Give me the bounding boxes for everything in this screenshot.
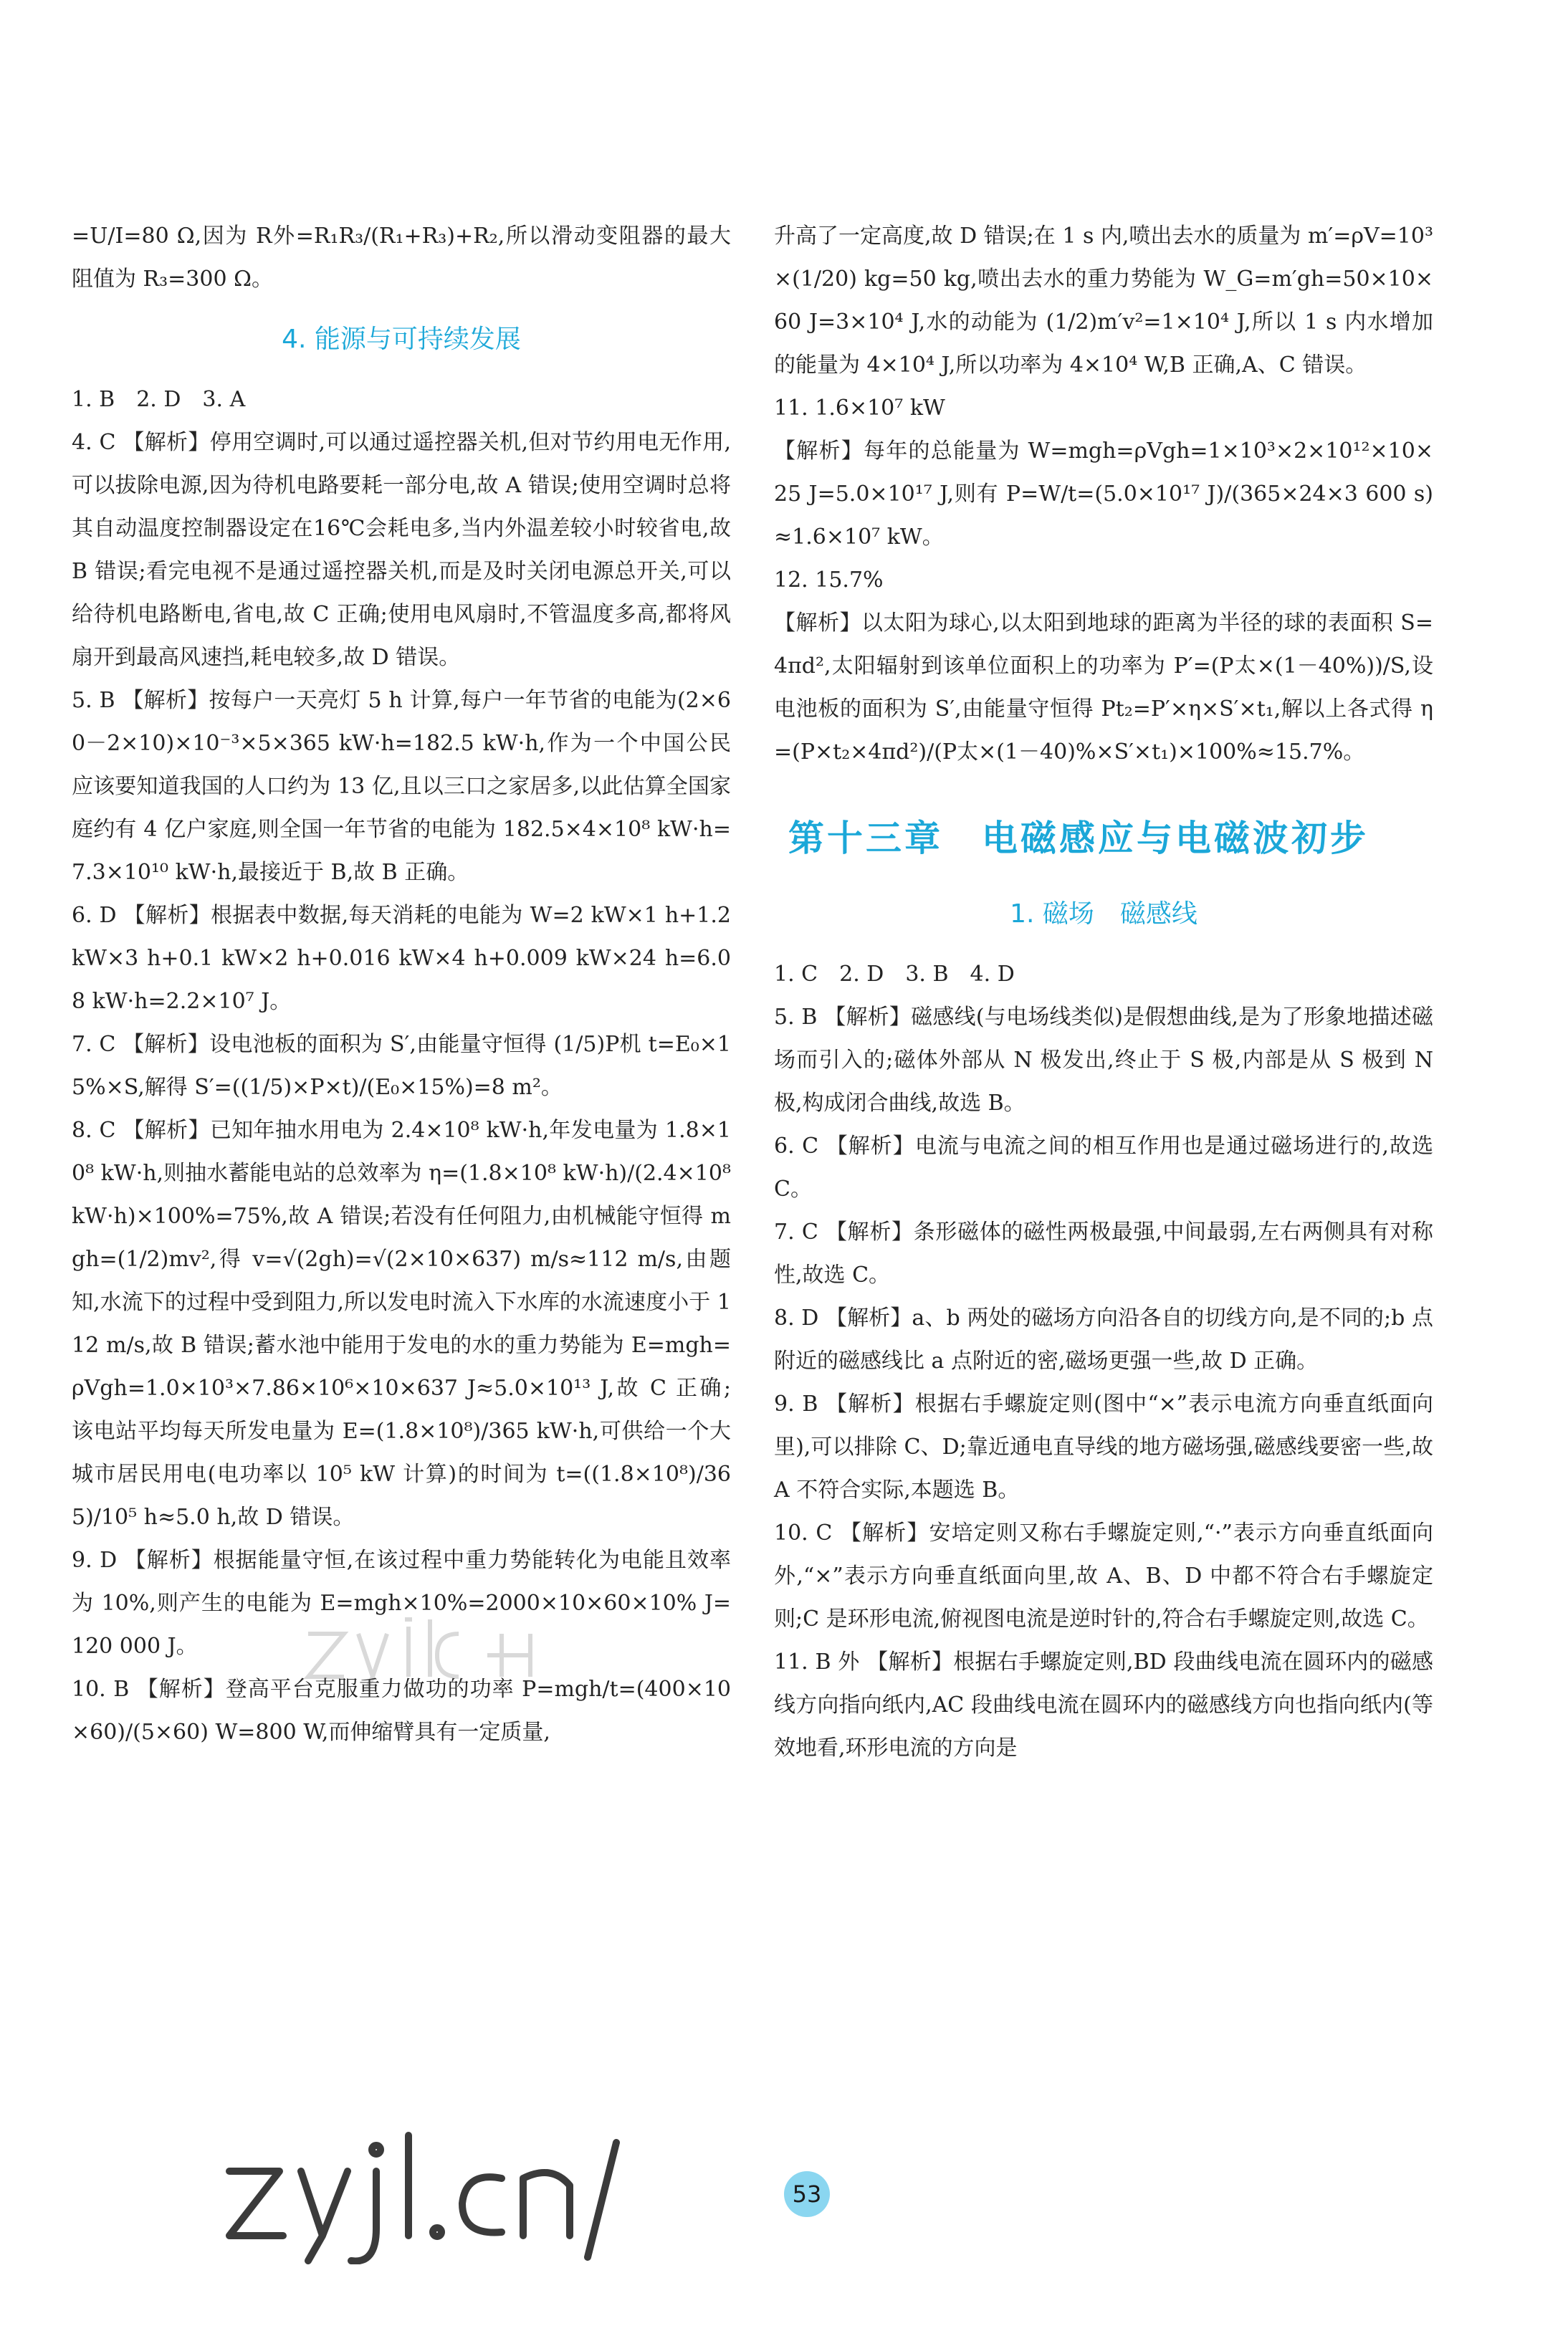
paragraph: 1. C 2. D 3. B 4. D: [774, 962, 1015, 987]
paragraph: 6. D 【解析】根据表中数据,每天消耗的电能为 W=2 kW×1 h+1.2 kW×3 h+0.1 kW×2 h+0.016 kW×4 h+0.009 kW×24 h=6.08 kW·h=2.2×10⁷ J。: [72, 903, 731, 1014]
watermark-logo: [215, 2121, 659, 2264]
left-column: [72, 215, 731, 1754]
chapter-title: 第十三章 电磁感应与电磁波初步: [788, 818, 1369, 859]
right-column: [774, 215, 1433, 1770]
paragraph: 12. 15.7%: [774, 568, 884, 593]
paragraph: 10. C 【解析】安培定则又称右手螺旋定则,“·”表示方向垂直纸面向外,“×”表示方向垂直纸面向里,故 A、B、D 中都不符合右手螺旋定则;C 是环形电流,俯视图电流是逆时针的,符合右手螺旋定则,故选 C。: [774, 1521, 1433, 1632]
paragraph: 7. C 【解析】设电池板的面积为 S′,由能量守恒得 (1/5)P机 t=E₀×15%×S,解得 S′=((1/5)×P×t)/(E₀×15%)=8 m²。: [72, 1032, 731, 1100]
paragraph: 8. C 【解析】已知年抽水用电为 2.4×10⁸ kW·h,年发电量为 1.8×10⁸ kW·h,则抽水蓄能电站的总效率为 η=(1.8×10⁸ kW·h)/(2.4×10⁸ kW·h)×100%=75%,故 A 错误;若没有任何阻力,由机械能守恒得 mgh=(1/2)mv²,得 v=√(2gh)=√(2×10×637) m/s≈112 m/s,由题知,水流下的过程中受到阻力,所以发电时流入下水库的水流速度小于 112 m/s,故 B 错误;蓄水池中能用于发电的水的重力势能为 E=mgh=ρVgh=1.0×10³×7.86×10⁶×10×637 J≈5.0×10¹³ J,故 C 正确;该电站平均每天所发电量为 E=(1.8×10⁸)/365 kW·h,可供给一个大城市居民用电(电功率以 10⁵ kW 计算)的时间为 t=((1.8×10⁸)/365)/10⁵ h≈5.0 h,故 D 错误。: [72, 1118, 731, 1530]
paragraph: 7. C 【解析】条形磁体的磁性两极最强,中间最弱,左右两侧具有对称性,故选 C。: [774, 1220, 1433, 1288]
section-title: 4. 能源与可持续发展: [282, 325, 521, 354]
paragraph: 【解析】每年的总能量为 W=mgh=ρVgh=1×10³×2×10¹²×10×25 J=5.0×10¹⁷ J,则有 P=W/t=(5.0×10¹⁷ J)/(365×24×3 600 s)≈1.6×10⁷ kW。: [774, 439, 1433, 550]
paragraph: 升高了一定高度,故 D 错误;在 1 s 内,喷出去水的质量为 m′=ρV=10³×(1/20) kg=50 kg,喷出去水的重力势能为 W_G=m′gh=50×10×60 J=3×10⁴ J,水的动能为 (1/2)m′v²=1×10⁴ J,所以 1 s 内水增加的能量为 4×10⁴ J,所以功率为 4×10⁴ W,B 正确,A、C 错误。: [774, 224, 1433, 378]
paragraph: 5. B 【解析】按每户一天亮灯 5 h 计算,每户一年节省的电能为(2×60－2×10)×10⁻³×5×365 kW·h=182.5 kW·h,作为一个中国公民应该要知道我国的人口约为 13 亿,且以三口之家居多,以此估算全国家庭约有 4 亿户家庭,则全国一年节省的电能为 182.5×4×10⁸ kW·h=7.3×10¹⁰ kW·h,最接近于 B,故 B 正确。: [72, 688, 731, 885]
paragraph: 5. B 【解析】磁感线(与电场线类似)是假想曲线,是为了形象地描述磁场而引入的;磁体外部从 N 极发出,终止于 S 极,内部是从 S 极到 N 极,构成闭合曲线,故选 B。: [774, 1005, 1433, 1116]
paragraph: =U/I=80 Ω,因为 R外=R₁R₃/(R₁+R₃)+R₂,所以滑动变阻器的最大阻值为 R₃=300 Ω。: [72, 224, 731, 292]
paragraph: 6. C 【解析】电流与电流之间的相互作用也是通过磁场进行的,故选 C。: [774, 1134, 1433, 1202]
paragraph: 11. B 外 【解析】根据右手螺旋定则,BD 段曲线电流在圆环内的磁感线方向指向纸内,AC 段曲线电流在圆环内的磁感线方向也指向纸内(等效地看,环形电流的方向是: [774, 1650, 1433, 1761]
page-number: 53: [784, 2171, 830, 2217]
paragraph: 1. B 2. D 3. A: [72, 387, 246, 412]
paragraph: 【解析】以太阳为球心,以太阳到地球的距离为半径的球的表面积 S=4πd²,太阳辐射到该单位面积上的功率为 P′=(P太×(1－40%))/S,设电池板的面积为 S′,由能量守恒得 Pt₂=P′×η×S′×t₁,解以上各式得 η=(P×t₂×4πd²)/(P太×(1－40)%×S′×t₁)×100%≈15.7%。: [774, 611, 1433, 765]
paragraph: 9. D 【解析】根据能量守恒,在该过程中重力势能转化为电能且效率为 10%,则产生的电能为 E=mgh×10%=2000×10×60×10% J=120 000 J。: [72, 1548, 731, 1659]
paragraph: 11. 1.6×10⁷ kW: [774, 396, 945, 421]
paragraph: 10. B 【解析】登高平台克服重力做功的功率 P=mgh/t=(400×10×60)/(5×60) W=800 W,而伸缩臂具有一定质量,: [72, 1677, 731, 1745]
watermark-logo-small: [301, 1605, 588, 1691]
paragraph: 9. B 【解析】根据右手螺旋定则(图中“×”表示电流方向垂直纸面向里),可以排除 C、D;靠近通电直导线的地方磁场强,磁感线要密一些,故 A 不符合实际,本题选 B。: [774, 1392, 1433, 1503]
paragraph: 8. D 【解析】a、b 两处的磁场方向沿各自的切线方向,是不同的;b 点附近的磁感线比 a 点附近的密,磁场更强一些,故 D 正确。: [774, 1306, 1433, 1374]
paragraph: 4. C 【解析】停用空调时,可以通过遥控器关机,但对节约用电无作用,可以拔除电源,因为待机电路要耗一部分电,故 A 错误;使用空调时总将其自动温度控制器设定在16℃会耗电多,当内外温差较小时较省电,故 B 错误;看完电视不是通过遥控器关机,而是及时关闭电源总开关,可以给待机电路断电,省电,故 C 正确;使用电风扇时,不管温度多高,都将风扇开到最高风速挡,耗电较多,故 D 错误。: [72, 430, 731, 670]
section-title: 1. 磁场 磁感线: [1010, 899, 1197, 929]
